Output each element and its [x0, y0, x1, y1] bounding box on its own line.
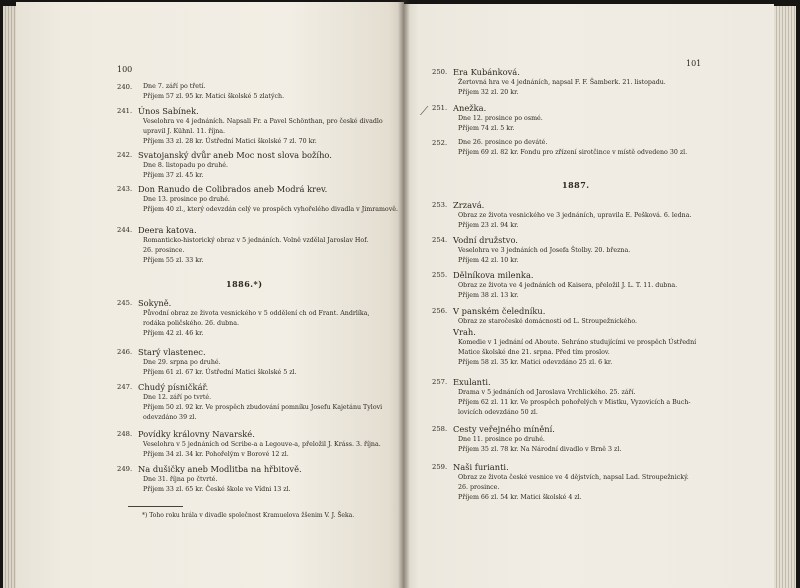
- entry-line: Příjem 32 zl. 20 kr.: [458, 89, 519, 96]
- entry-title: Sokyně.: [138, 298, 172, 308]
- entry-line: Dne 8. listopadu po druhé.: [143, 162, 228, 169]
- entry-title: Don Ranudo de Colibrados aneb Modrá krev.: [138, 184, 328, 194]
- entry-line: Romanticko-historický obraz v 5 jednáních. Volně vzdělal Jaroslav Hof.: [143, 237, 369, 244]
- entry-number: 256.: [432, 307, 448, 315]
- entry-line: Veselohra v 5 jednáních od Scribe-a a Legouve-a, přeložil J. Kráss. 3. října.: [143, 441, 381, 448]
- entry-title: V panském čeledníku.: [453, 306, 546, 316]
- entry-number: 247.: [117, 383, 133, 391]
- entry-title: Povídky královny Navarské.: [138, 429, 255, 439]
- entry-line: Příjem 23 zl. 94 kr.: [458, 222, 519, 229]
- entry-line: Obraz ze života vesnického ve 3 jednáních, upravila E. Pešková. 6. ledna.: [458, 212, 692, 219]
- entry-line: Dne 13. prosince po druhé.: [143, 196, 230, 203]
- entry-241: [117, 106, 383, 147]
- entry-title: Era Kubánková.: [453, 67, 520, 77]
- entry-240: [117, 82, 284, 102]
- entry-line: 26. prosince.: [458, 484, 500, 491]
- entry-line: Příjem 50 zl. 92 kr. Ve prospěch zbudování pomníku Josefu Kajetánu Tylovi: [143, 404, 383, 411]
- entry-line: Příjem 42 zl. 46 kr.: [143, 330, 204, 337]
- left-page-edges: [3, 6, 17, 588]
- entry-number: 249.: [117, 465, 133, 473]
- entry-number: 259.: [432, 463, 448, 471]
- entry-line: Dne 11. prosince po druhé.: [458, 436, 545, 443]
- entry-title: Únos Sabínek.: [138, 106, 199, 116]
- entry-251: [432, 103, 543, 134]
- entry-number: 244.: [117, 226, 133, 234]
- entry-title: Exulanti.: [453, 377, 491, 387]
- entry-line: upravil J. Kühnl. 11. října.: [143, 128, 226, 135]
- entry-line: Dne 31. října po čtvrté.: [143, 476, 218, 483]
- entry-line: Komedie v 1 jednání od Aboute. Sehráno studujícími ve prospěch Ústřední: [458, 339, 697, 346]
- right-page: [404, 4, 774, 588]
- entry-255: [432, 270, 677, 301]
- entry-line: Příjem 57 zl. 95 kr. Matici školské 5 zlatých.: [143, 93, 285, 100]
- entry-title: Svatojanský dvůr aneb Moc nost slova božího.: [138, 150, 332, 160]
- left-page: [16, 2, 404, 588]
- entry-line: Matice školské dne 21. srpna. Před tím proslov.: [458, 349, 610, 356]
- footnote: *) Toho roku hrála v divadle společnost Kramuelova žšenim V. J. Šeka.: [142, 512, 355, 519]
- entry-title: Zrzavá.: [453, 200, 485, 210]
- entry-number: 243.: [117, 185, 133, 193]
- entry-249: [117, 464, 302, 495]
- entry-253: [432, 200, 691, 231]
- entry-line: Obraz ze života české vesnice ve 4 dějstvích, napsal Lad. Stroupežnický.: [458, 474, 689, 481]
- entry-title: Chudý písničkář.: [138, 382, 209, 392]
- page-number: 101: [686, 59, 702, 68]
- entry-256: [432, 306, 696, 368]
- entry-title: Dělníkova milenka.: [453, 270, 534, 280]
- footnote-rule: [128, 506, 183, 507]
- entry-line: Dne 12. září po tvrté.: [143, 394, 212, 401]
- entry-252: [432, 138, 687, 158]
- entry-title: Anežka.: [453, 103, 487, 113]
- entry-number: 251.: [432, 104, 448, 112]
- entry-line: Dne 12. prosince po osmé.: [458, 115, 543, 122]
- entry-line: Obraz ze staročeské domácnosti od L. Stroupežnického.: [458, 318, 638, 325]
- entry-number: 246.: [117, 348, 133, 356]
- entry-245: [117, 298, 370, 339]
- entry-248: [117, 429, 381, 460]
- entry-number: 258.: [432, 425, 448, 433]
- entry-line: Příjem 40 zl., který odevzdán celý ve prospěch vyhořelého divadla v Jimramově.: [143, 206, 399, 213]
- entry-242: [117, 150, 332, 181]
- year-heading: 1886.*): [226, 279, 263, 289]
- entry-subtitle: Vrah.: [453, 327, 476, 337]
- page-number: 100: [117, 65, 133, 74]
- entry-line: Příjem 34 zl. 34 kr. Pohořelým v Borové 12 zl.: [143, 451, 289, 458]
- entry-line: Dne 29. srpna po druhé.: [143, 359, 221, 366]
- book-gutter: [398, 0, 410, 588]
- entry-number: 241.: [117, 107, 133, 115]
- entry-250: [432, 67, 666, 98]
- entry-number: 242.: [117, 151, 133, 159]
- right-page-edges: [774, 6, 796, 588]
- entry-number: 248.: [117, 430, 133, 438]
- entry-line: Příjem 62 zl. 11 kr. Ve prospěch pohořelých v Mistku, Vyzovicích a Buch-: [458, 399, 691, 406]
- entry-line: 26. prosince.: [143, 247, 185, 254]
- entry-line: Příjem 58 zl. 35 kr. Matici odevzdáno 25 zl. 6 kr.: [458, 359, 613, 366]
- entry-line: Příjem 55 zl. 33 kr.: [143, 257, 204, 264]
- entry-257: [432, 377, 691, 418]
- entry-number: 254.: [432, 236, 448, 244]
- entry-title: Cesty veřejného mínění.: [453, 424, 555, 434]
- entry-number: 253.: [432, 201, 448, 209]
- entry-number: 252.: [432, 139, 448, 147]
- entry-title: Naši furianti.: [453, 462, 509, 472]
- entry-line: Příjem 33 zl. 28 kr. Ústřední Matici školské 7 zl. 70 kr.: [143, 138, 317, 145]
- entry-line: Veselohra ve 3 jednáních od Josefa Štolby. 20. března.: [458, 247, 631, 254]
- entry-244: [117, 225, 368, 266]
- entry-line: Veselohra ve 4 jednáních. Napsali Fr. a Pavel Schönthan, pro české divadlo: [143, 118, 383, 125]
- entry-line: odevzdáno 39 zl.: [143, 414, 197, 421]
- entry-line: Příjem 37 zl. 45 kr.: [143, 172, 204, 179]
- entry-line: Žertovná hra ve 4 jednáních, napsal F. F. Šamberk. 21. listopadu.: [458, 79, 666, 86]
- entry-line: lovicích odevzdáno 50 zl.: [458, 409, 538, 416]
- entry-line: Příjem 66 zl. 54 kr. Matici školské 4 zl.: [458, 494, 582, 501]
- entry-title: Starý vlastenec.: [138, 347, 206, 357]
- entry-number: 245.: [117, 299, 133, 307]
- entry-number: 240.: [117, 83, 133, 91]
- entry-line: Příjem 42 zl. 10 kr.: [458, 257, 519, 264]
- entry-line: Dne 26. prosince po deváté.: [458, 139, 548, 146]
- year-heading: 1887.: [562, 180, 590, 190]
- entry-line: Příjem 35 zl. 78 kr. Na Národní divadlo v Brně 3 zl.: [458, 446, 622, 453]
- entry-243: [117, 184, 398, 215]
- entry-number: 257.: [432, 378, 448, 386]
- entry-247: [117, 382, 382, 423]
- entry-line: Obraz ze života ve 4 jednáních od Kaisera, přeložil J. L. T. 11. dubna.: [458, 282, 678, 289]
- entry-line: Příjem 38 zl. 13 kr.: [458, 292, 519, 299]
- entry-259: [432, 462, 689, 503]
- entry-line: rodáka poličského. 26. dubna.: [143, 320, 239, 327]
- entry-254: [432, 235, 630, 266]
- entry-line: Příjem 33 zl. 65 kr. České škole ve Vídni 13 zl.: [143, 486, 291, 493]
- entry-title: Deera katova.: [138, 225, 197, 235]
- entry-246: [117, 347, 297, 378]
- entry-line: Příjem 74 zl. 5 kr.: [458, 125, 515, 132]
- entry-line: Původní obraz ze života vesnického v 5 oddělení ch od Frant. Andrlíka,: [143, 310, 370, 317]
- pencil-mark: ⟋: [420, 104, 429, 118]
- entry-number: 250.: [432, 68, 448, 76]
- entry-title: Vodní družstvo.: [453, 235, 518, 245]
- entry-line: Dne 7. září po třetí.: [143, 83, 206, 90]
- entry-line: Příjem 69 zl. 82 kr. Fondu pro zřízení sirotčince v místě odvedeno 30 zl.: [458, 149, 688, 156]
- entry-title: Na dušičky aneb Modlitba na hřbitově.: [138, 464, 302, 474]
- entry-number: 255.: [432, 271, 448, 279]
- entry-line: Příjem 61 zl. 67 kr. Ústřední Matici školské 5 zl.: [143, 369, 297, 376]
- entry-line: Drama v 5 jednáních od Jaroslava Vrchlického. 25. září.: [458, 389, 636, 396]
- entry-258: [432, 424, 621, 455]
